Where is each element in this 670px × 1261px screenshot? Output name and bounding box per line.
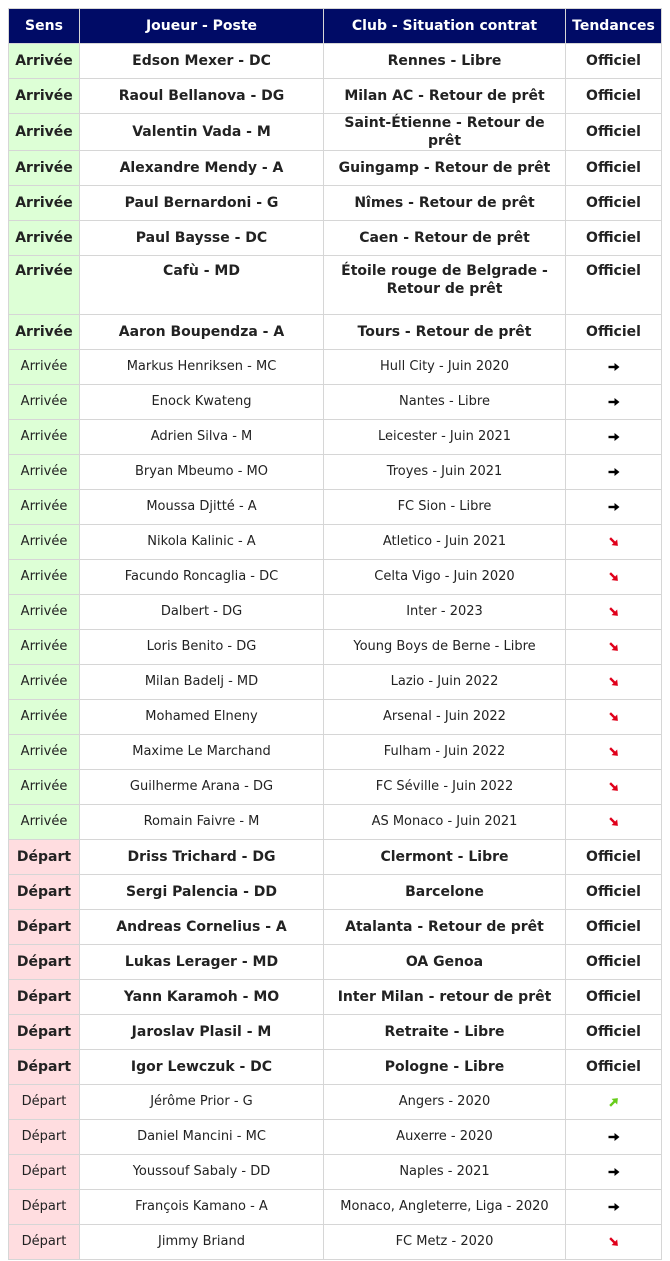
trend-cell [566, 1155, 662, 1190]
player-cell: Markus Henriksen - MC [80, 350, 324, 385]
trend-cell [566, 735, 662, 770]
arrow-down-right-icon [607, 570, 621, 584]
arrow-right-icon [607, 395, 621, 409]
trend-cell [566, 350, 662, 385]
arrow-right-icon [607, 465, 621, 479]
club-cell: Leicester - Juin 2021 [324, 420, 566, 455]
table-row [9, 1120, 662, 1155]
table-row [9, 256, 662, 315]
sens-cell: Arrivée [9, 79, 80, 114]
player-cell: Driss Trichard - DG [80, 840, 324, 875]
player-cell: Nikola Kalinic - A [80, 525, 324, 560]
arrow-down-right-icon [607, 710, 621, 724]
header-sens: Sens [9, 9, 80, 44]
header-row [9, 9, 662, 44]
trend-cell: Officiel [566, 945, 662, 980]
sens-cell: Arrivée [9, 490, 80, 525]
sens-cell: Arrivée [9, 630, 80, 665]
trend-cell [566, 490, 662, 525]
sens-cell: Arrivée [9, 186, 80, 221]
trend-cell: Officiel [566, 1015, 662, 1050]
sens-cell: Arrivée [9, 665, 80, 700]
sens-cell: Arrivée [9, 350, 80, 385]
trend-cell [566, 420, 662, 455]
table-row [9, 980, 662, 1015]
arrow-up-right-icon [607, 1095, 621, 1109]
table-row [9, 525, 662, 560]
club-cell: Pologne - Libre [324, 1050, 566, 1085]
sens-cell: Arrivée [9, 700, 80, 735]
trend-cell: Officiel [566, 221, 662, 256]
player-cell: Mohamed Elneny [80, 700, 324, 735]
trend-cell [566, 560, 662, 595]
table-row [9, 151, 662, 186]
sens-cell: Départ [9, 1120, 80, 1155]
club-cell: FC Metz - 2020 [324, 1225, 566, 1260]
player-cell: François Kamano - A [80, 1190, 324, 1225]
sens-cell: Départ [9, 945, 80, 980]
club-cell: AS Monaco - Juin 2021 [324, 805, 566, 840]
club-cell: FC Sion - Libre [324, 490, 566, 525]
sens-cell: Départ [9, 1225, 80, 1260]
trend-cell: Officiel [566, 910, 662, 945]
arrow-right-icon [607, 1165, 621, 1179]
table-row [9, 1050, 662, 1085]
player-cell: Daniel Mancini - MC [80, 1120, 324, 1155]
player-cell: Romain Faivre - M [80, 805, 324, 840]
table-row [9, 350, 662, 385]
header-tendances: Tendances [566, 9, 662, 44]
club-cell: Troyes - Juin 2021 [324, 455, 566, 490]
arrow-down-right-icon [607, 640, 621, 654]
trend-cell: Officiel [566, 980, 662, 1015]
trend-cell [566, 665, 662, 700]
sens-cell: Arrivée [9, 525, 80, 560]
arrow-right-icon [607, 1200, 621, 1214]
club-cell: Inter - 2023 [324, 595, 566, 630]
club-cell: FC Séville - Juin 2022 [324, 770, 566, 805]
table-row [9, 735, 662, 770]
club-cell: Inter Milan - retour de prêt [324, 980, 566, 1015]
sens-cell: Arrivée [9, 44, 80, 79]
arrow-right-icon [607, 500, 621, 514]
table-row [9, 385, 662, 420]
player-cell: Paul Bernardoni - G [80, 186, 324, 221]
table-row [9, 186, 662, 221]
sens-cell: Arrivée [9, 151, 80, 186]
table-row [9, 1085, 662, 1120]
player-cell: Aaron Boupendza - A [80, 315, 324, 350]
table-row [9, 945, 662, 980]
table-row [9, 910, 662, 945]
sens-cell: Arrivée [9, 420, 80, 455]
trend-cell [566, 1225, 662, 1260]
trend-cell [566, 1085, 662, 1120]
table-row [9, 665, 662, 700]
sens-cell: Arrivée [9, 256, 80, 315]
trend-cell: Officiel [566, 186, 662, 221]
table-row [9, 805, 662, 840]
table-row [9, 455, 662, 490]
club-cell: Atalanta - Retour de prêt [324, 910, 566, 945]
sens-cell: Départ [9, 1015, 80, 1050]
club-cell: Clermont - Libre [324, 840, 566, 875]
trend-cell: Officiel [566, 44, 662, 79]
arrow-down-right-icon [607, 605, 621, 619]
arrow-down-right-icon [607, 675, 621, 689]
trend-cell [566, 455, 662, 490]
player-cell: Cafù - MD [80, 256, 324, 315]
player-cell: Bryan Mbeumo - MO [80, 455, 324, 490]
club-cell: Rennes - Libre [324, 44, 566, 79]
club-cell: Barcelone [324, 875, 566, 910]
club-cell: Celta Vigo - Juin 2020 [324, 560, 566, 595]
club-cell: Fulham - Juin 2022 [324, 735, 566, 770]
trend-cell: Officiel [566, 1050, 662, 1085]
trend-cell: Officiel [566, 151, 662, 186]
arrow-down-right-icon [607, 535, 621, 549]
sens-cell: Arrivée [9, 455, 80, 490]
sens-cell: Départ [9, 1190, 80, 1225]
player-cell: Jérôme Prior - G [80, 1085, 324, 1120]
club-cell: Monaco, Angleterre, Liga - 2020 [324, 1190, 566, 1225]
table-row [9, 1155, 662, 1190]
sens-cell: Arrivée [9, 385, 80, 420]
trend-cell: Officiel [566, 256, 662, 315]
table-row [9, 79, 662, 114]
player-cell: Jaroslav Plasil - M [80, 1015, 324, 1050]
player-cell: Guilherme Arana - DG [80, 770, 324, 805]
table-row [9, 221, 662, 256]
player-cell: Raoul Bellanova - DG [80, 79, 324, 114]
table-row [9, 595, 662, 630]
sens-cell: Arrivée [9, 315, 80, 350]
trend-cell [566, 525, 662, 560]
club-cell: Nîmes - Retour de prêt [324, 186, 566, 221]
club-cell: Caen - Retour de prêt [324, 221, 566, 256]
player-cell: Jimmy Briand [80, 1225, 324, 1260]
header-club-situation: Club - Situation contrat [324, 9, 566, 44]
club-cell: Auxerre - 2020 [324, 1120, 566, 1155]
club-cell: Nantes - Libre [324, 385, 566, 420]
sens-cell: Départ [9, 1050, 80, 1085]
header-joueur-poste: Joueur - Poste [80, 9, 324, 44]
club-cell: Arsenal - Juin 2022 [324, 700, 566, 735]
trend-cell: Officiel [566, 114, 662, 151]
sens-cell: Départ [9, 1085, 80, 1120]
table-row [9, 840, 662, 875]
sens-cell: Arrivée [9, 735, 80, 770]
sens-cell: Arrivée [9, 560, 80, 595]
trend-cell: Officiel [566, 315, 662, 350]
club-cell: Guingamp - Retour de prêt [324, 151, 566, 186]
club-cell: Milan AC - Retour de prêt [324, 79, 566, 114]
trend-cell [566, 700, 662, 735]
player-cell: Milan Badelj - MD [80, 665, 324, 700]
club-cell: OA Genoa [324, 945, 566, 980]
sens-cell: Arrivée [9, 114, 80, 151]
player-cell: Lukas Lerager - MD [80, 945, 324, 980]
trend-cell: Officiel [566, 875, 662, 910]
club-cell: Retraite - Libre [324, 1015, 566, 1050]
player-cell: Maxime Le Marchand [80, 735, 324, 770]
table-row [9, 630, 662, 665]
club-cell: Hull City - Juin 2020 [324, 350, 566, 385]
player-cell: Yann Karamoh - MO [80, 980, 324, 1015]
trend-cell [566, 595, 662, 630]
player-cell: Moussa Djitté - A [80, 490, 324, 525]
arrow-right-icon [607, 430, 621, 444]
player-cell: Andreas Cornelius - A [80, 910, 324, 945]
player-cell: Dalbert - DG [80, 595, 324, 630]
club-cell: Lazio - Juin 2022 [324, 665, 566, 700]
club-cell: Atletico - Juin 2021 [324, 525, 566, 560]
trend-cell: Officiel [566, 840, 662, 875]
arrow-down-right-icon [607, 745, 621, 759]
sens-cell: Départ [9, 875, 80, 910]
trend-cell [566, 1120, 662, 1155]
table-row [9, 875, 662, 910]
table-row [9, 315, 662, 350]
table-row [9, 1190, 662, 1225]
player-cell: Igor Lewczuk - DC [80, 1050, 324, 1085]
trend-cell [566, 385, 662, 420]
club-cell: Angers - 2020 [324, 1085, 566, 1120]
player-cell: Adrien Silva - M [80, 420, 324, 455]
trend-cell: Officiel [566, 79, 662, 114]
table-row [9, 1015, 662, 1050]
arrow-down-right-icon [607, 1235, 621, 1249]
transfer-table [8, 8, 662, 1260]
sens-cell: Arrivée [9, 805, 80, 840]
player-cell: Valentin Vada - M [80, 114, 324, 151]
player-cell: Youssouf Sabaly - DD [80, 1155, 324, 1190]
club-cell: Young Boys de Berne - Libre [324, 630, 566, 665]
table-row [9, 44, 662, 79]
player-cell: Enock Kwateng [80, 385, 324, 420]
player-cell: Facundo Roncaglia - DC [80, 560, 324, 595]
trend-cell [566, 770, 662, 805]
trend-cell [566, 1190, 662, 1225]
player-cell: Loris Benito - DG [80, 630, 324, 665]
sens-cell: Arrivée [9, 221, 80, 256]
club-cell: Étoile rouge de Belgrade - Retour de prêt [324, 256, 566, 315]
table-row [9, 114, 662, 151]
table-row [9, 490, 662, 525]
sens-cell: Départ [9, 910, 80, 945]
player-cell: Alexandre Mendy - A [80, 151, 324, 186]
arrow-right-icon [607, 1130, 621, 1144]
trend-cell [566, 805, 662, 840]
table-row [9, 420, 662, 455]
sens-cell: Arrivée [9, 595, 80, 630]
table-row [9, 770, 662, 805]
table-row [9, 700, 662, 735]
club-cell: Naples - 2021 [324, 1155, 566, 1190]
arrow-down-right-icon [607, 815, 621, 829]
sens-cell: Départ [9, 980, 80, 1015]
player-cell: Sergi Palencia - DD [80, 875, 324, 910]
club-cell: Saint-Étienne - Retour de prêt [324, 114, 566, 151]
player-cell: Paul Baysse - DC [80, 221, 324, 256]
sens-cell: Départ [9, 840, 80, 875]
table-row [9, 560, 662, 595]
club-cell: Tours - Retour de prêt [324, 315, 566, 350]
player-cell: Edson Mexer - DC [80, 44, 324, 79]
arrow-down-right-icon [607, 780, 621, 794]
table-row [9, 1225, 662, 1260]
sens-cell: Départ [9, 1155, 80, 1190]
trend-cell [566, 630, 662, 665]
sens-cell: Arrivée [9, 770, 80, 805]
arrow-right-icon [607, 360, 621, 374]
